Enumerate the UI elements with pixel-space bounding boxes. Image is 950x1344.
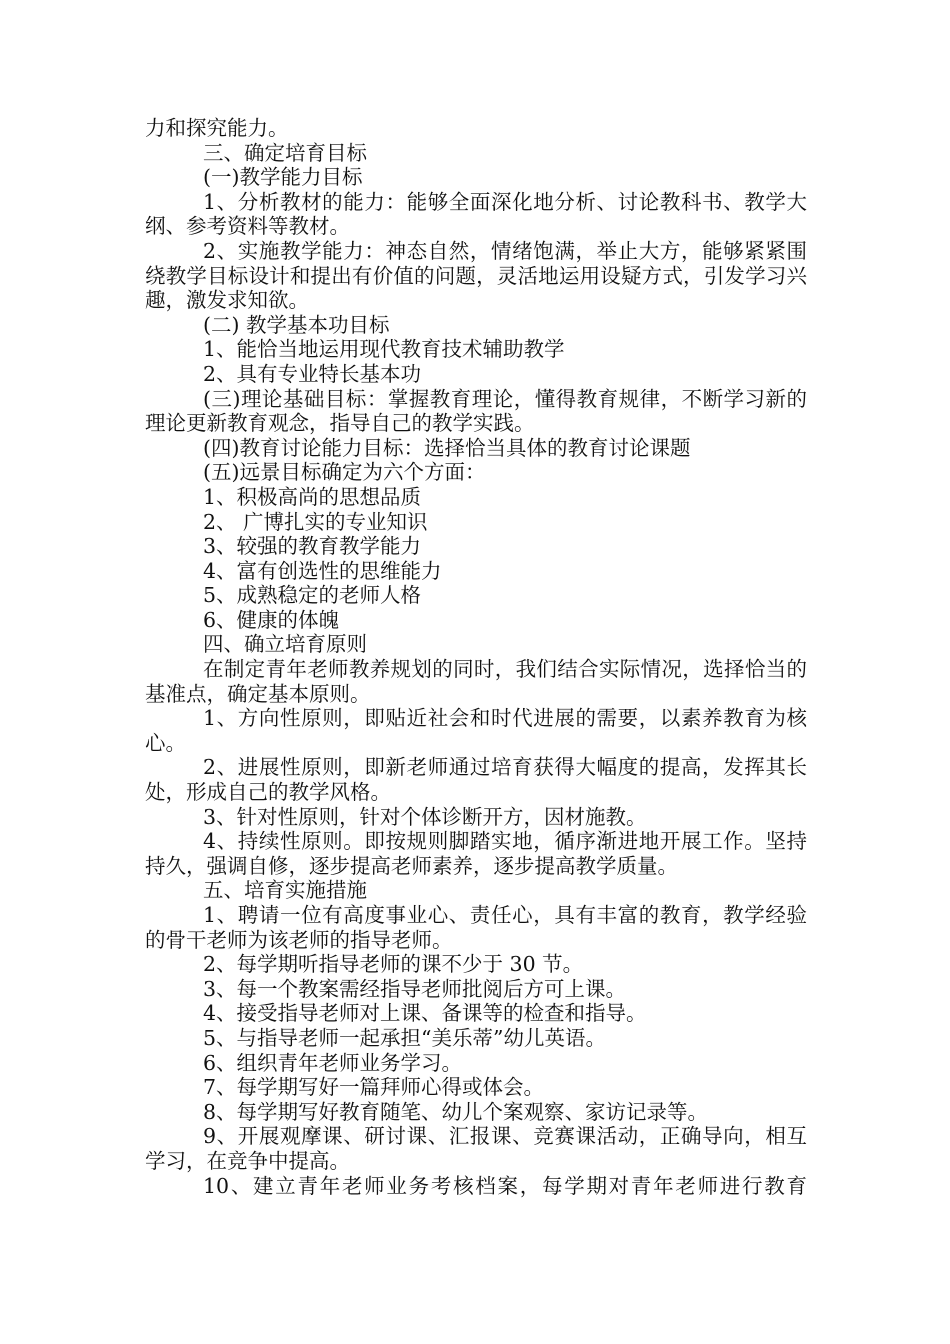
list-item: 1、积极高尚的思想品质: [203, 484, 422, 509]
list-item: 5、与指导老师一起承担“美乐蒂”幼儿英语。: [203, 1025, 607, 1050]
list-item: 5、成熟稳定的老师人格: [203, 583, 422, 608]
list-item: 1、分析教材的能力：能够全面深化地分析、讨论教科书、教学大纲、参考资料等教材。: [145, 189, 807, 239]
list-item: 3、针对性原则，针对个体诊断开方，因材施教。: [203, 804, 647, 829]
list-item: 2、每学期听指导老师的课不少于 30 节。: [203, 952, 584, 977]
list-item: 6、健康的体魄: [203, 607, 340, 632]
section-heading-5: 五、培育实施措施: [203, 878, 367, 903]
list-item: 8、每学期写好教育随笔、幼儿个案观察、家访记录等。: [203, 1099, 709, 1124]
subheading-2: (二) 教学基本功目标: [203, 312, 390, 337]
subheading-3: (三)理论基础目标：掌握教育理论，懂得教育规律，不断学习新的理论更新教育观念，指导自己的教学实践。: [145, 386, 807, 436]
list-item: 1、能恰当地运用现代教育技术辅助教学: [203, 337, 565, 362]
list-item: 10、建立青年老师业务考核档案，每学期对青年老师进行教育: [203, 1173, 807, 1198]
list-item: 3、较强的教育教学能力: [203, 534, 422, 559]
list-item: 2、进展性原则，即新老师通过培育获得大幅度的提高，发挥其长处，形成自己的教学风格。: [145, 755, 807, 805]
list-item: 4、富有创选性的思维能力: [203, 558, 442, 583]
paragraph-0: 力和探究能力。: [145, 116, 289, 140]
section-heading-3: 三、确定培育目标: [203, 140, 367, 165]
list-item: 9、开展观摩课、研讨课、汇报课、竞赛课活动，正确导向，相互学习，在竞争中提高。: [145, 1124, 807, 1173]
list-item: 4、接受指导老师对上课、备课等的检查和指导。: [203, 1001, 647, 1026]
list-item: 1、聘请一位有高度事业心、责任心，具有丰富的教育，教学经验的骨干老师为该老师的指导老师。: [145, 903, 807, 952]
document-page: [145, 116, 807, 1198]
list-item: 6、组织青年老师业务学习。: [203, 1050, 463, 1075]
subheading-5: (五)远景目标确定为六个方面：: [203, 460, 486, 485]
subheading-1: (一)教学能力目标: [203, 165, 363, 190]
list-item: 2、 广博扎实的专业知识: [203, 509, 428, 534]
subheading-4: (四)教育讨论能力目标：选择恰当具体的教育讨论课题: [203, 435, 691, 460]
paragraph: 在制定青年老师教养规划的同时，我们结合实际情况，选择恰当的基准点，确定基本原则。: [145, 657, 807, 706]
list-item: 2、具有专业特长基本功: [203, 361, 422, 386]
list-item: 1、方向性原则，即贴近社会和时代进展的需要，以素养教育为核心。: [145, 706, 807, 755]
list-item: 2、实施教学能力：神态自然，情绪饱满，举止大方，能够紧紧围绕教学目标设计和提出有价值的问题，灵活地运用设疑方式，引发学习兴趣，激发求知欲。: [145, 238, 807, 313]
list-item: 7、每学期写好一篇拜师心得或体会。: [203, 1075, 545, 1100]
list-item: 4、持续性原则。即按规则脚踏实地，循序渐进地开展工作。坚持持久，强调自修，逐步提高老师素养，逐步提高教学质量。: [145, 829, 807, 878]
section-heading-4: 四、确立培育原则: [203, 632, 367, 657]
list-item: 3、每一个教案需经指导老师批阅后方可上课。: [203, 976, 627, 1001]
